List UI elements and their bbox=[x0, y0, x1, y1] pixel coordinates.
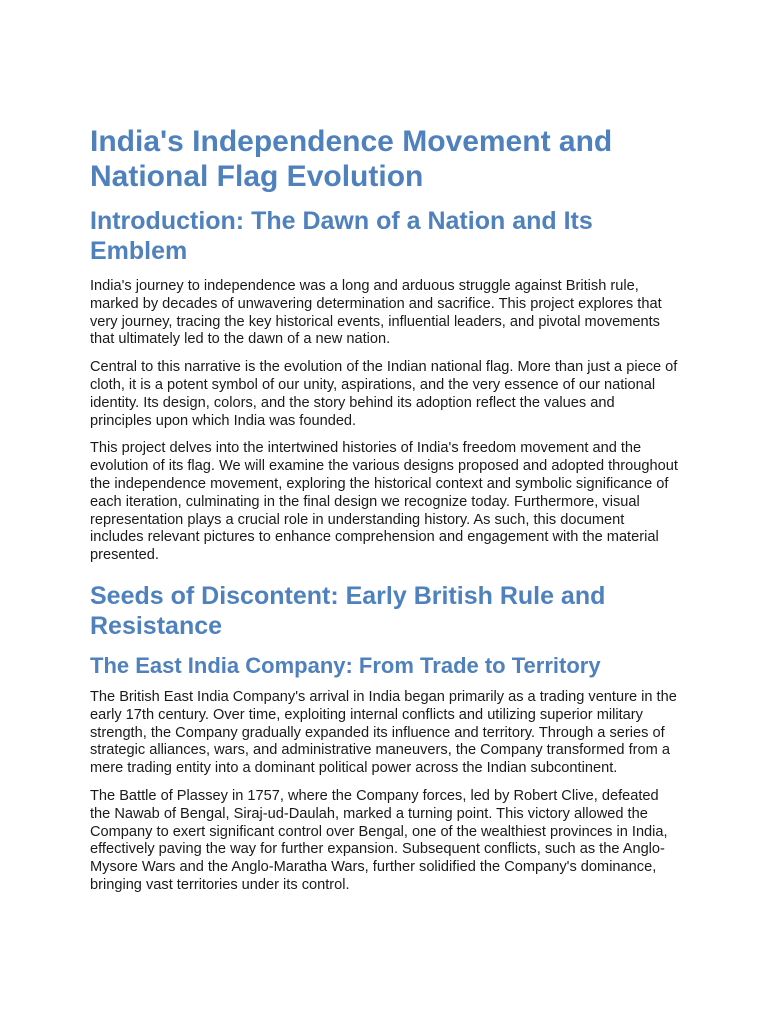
paragraph: India's journey to independence was a long and arduous struggle against British rule, marked by decades of unwavering determination and sacrifice. This project explores that very journey, tracing the key historical events, influential leaders, and pivotal movements that ultimately led to the dawn of a new nation. bbox=[90, 278, 662, 348]
section-heading-seeds-of-discontent: Seeds of Discontent: Early British Rule and Resistance bbox=[90, 581, 606, 640]
document-title: India's Independence Movement and National Flag Evolution bbox=[90, 125, 613, 193]
paragraph: This project delves into the intertwined histories of India's freedom movement and the evolution of its flag. We will examine the various designs proposed and adopted throughout the independence movement, exploring the historical context and symbolic significance of each iteration, culminating in the final design we recognize today. Furthermore, visual representation plays a crucial role in understanding history. As such, this document includes relevant pictures to enhance comprehension and engagement with the material presented. bbox=[90, 440, 678, 564]
paragraph: The British East India Company's arrival in India began primarily as a trading venture in the early 17th century. Over time, exploiting internal conflicts and utilizing superior military strength, the Company gradually expanded its influence and territory. Through a series of strategic alliances, wars, and administrative maneuvers, the Company transformed from a mere trading entity into a dominant political power across the Indian subcontinent. bbox=[90, 688, 677, 777]
paragraph: The Battle of Plassey in 1757, where the Company forces, led by Robert Clive, defeated the Nawab of Bengal, Siraj-ud-Daulah, marked a turning point. This victory allowed the Company to exert significant control over Bengal, one of the wealthiest provinces in India, effectively paving the way for further expansion. Subsequent conflicts, such as the Anglo-Mysore Wars and the Anglo-Maratha Wars, further solidified the Company's dominance, bringing vast territories under its control. bbox=[90, 787, 668, 893]
subsection-heading-east-india-company: The East India Company: From Trade to Territory bbox=[90, 652, 601, 678]
paragraph: Central to this narrative is the evolution of the Indian national flag. More than just a piece of cloth, it is a potent symbol of our unity, aspirations, and the very essence of our national identity. Its design, colors, and the story behind its adoption reflect the values and principles upon which India was founded. bbox=[90, 359, 678, 429]
document-page bbox=[90, 124, 680, 905]
section-heading-introduction: Introduction: The Dawn of a Nation and Its Emblem bbox=[90, 207, 593, 265]
